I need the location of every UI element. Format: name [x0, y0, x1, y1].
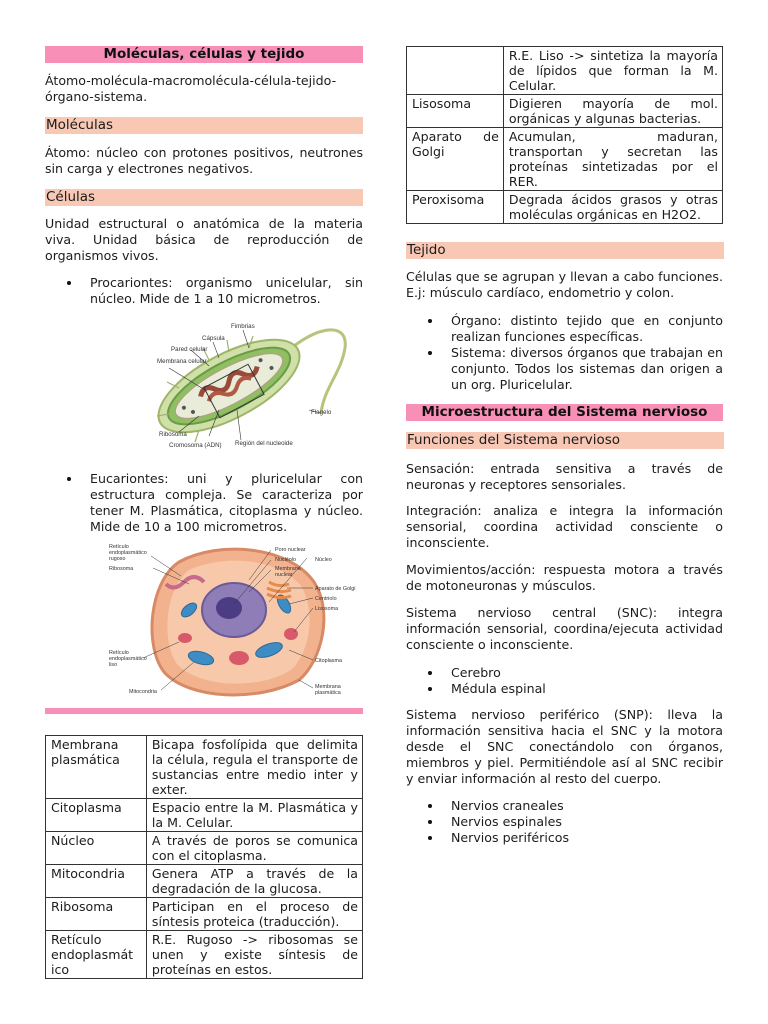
organelle-name: Núcleo: [46, 832, 147, 865]
organelle-function: Genera ATP a través de la degradación de la glucosa.: [146, 865, 362, 898]
label-ribosoma-animal: Ribosoma: [109, 566, 134, 572]
label-flagelo: Flagelo: [311, 409, 332, 416]
organelle-name: Peroxisoma: [407, 191, 504, 224]
prokaryote-cell-diagram: [109, 318, 369, 460]
table-row: [407, 128, 723, 191]
integracion-text: Integración: analiza e integra la información sensorial, coordina actividad consciente o inconsciente.: [406, 503, 723, 550]
organelle-table-left: [45, 735, 363, 979]
label-nucleo: Núcleo: [315, 557, 332, 563]
label-mitocondria: Mitocondria: [129, 689, 157, 695]
eukaryote-cell-diagram: [109, 542, 359, 702]
organelle-name: Membrana plasmática: [46, 736, 147, 799]
table-row: [46, 865, 363, 898]
snp-list: [406, 798, 723, 846]
table-row: [46, 832, 363, 865]
cell-definition: Unidad estructural o anatómica de la materia viva. Unidad básica de reproducción de organismos vivos.: [45, 216, 363, 263]
organelle-function: Degrada ácidos grasos y otras moléculas orgánicas en H2O2.: [503, 191, 722, 224]
organelle-function: R.E. Rugoso -> ribosomas se unen y existe síntesis de proteínas en estos.: [146, 931, 362, 979]
label-membrana-plasmatica: Membrana plasmática: [315, 684, 341, 696]
label-region: Región del nucleoide: [235, 440, 293, 447]
organelle-name: Citoplasma: [46, 799, 147, 832]
tissue-heading: Tejido: [406, 242, 724, 259]
label-fimbrias: Fimbrias: [231, 323, 255, 330]
organelle-function: R.E. Liso -> sintetiza la mayoría de lípidos que forman la M. Celular.: [503, 47, 722, 95]
organelle-name: Ribosoma: [46, 898, 147, 931]
snc-list: [406, 665, 723, 697]
label-citoplasma: Citoplasma: [315, 658, 342, 664]
table-row: [46, 931, 363, 979]
organelle-function: Bicapa fosfolípida que delimita la célula, regula el transporte de sustancias entre medio inter y exter.: [146, 736, 362, 799]
functions-heading: Funciones del Sistema nervioso: [406, 432, 724, 449]
organelle-function: Participan en el proceso de síntesis proteica (traducción).: [146, 898, 362, 931]
organelle-function: Acumulan, maduran, transportan y secretan las proteínas sintetizadas por el RER.: [503, 128, 722, 191]
movimientos-text: Movimientos/acción: respuesta motora a través de motoneuronas y músculos.: [406, 562, 723, 593]
label-capsula: Cápsula: [202, 335, 225, 342]
atom-text: Átomo: núcleo con protones positivos, neutrones sin carga y electrones negativos.: [45, 145, 363, 176]
label-membrana: Membrana celular: [157, 358, 207, 365]
label-poro: Poro nuclear: [275, 547, 306, 553]
organelle-function: Espacio entre la M. Plasmática y la M. Celular.: [146, 799, 362, 832]
list-item: Eucariontes: uni y pluricelular con estructura compleja. Se caracteriza por tener M. Plasmática, citoplasma y núcleo. Mide de 10 a 100 micrometros.: [45, 471, 363, 535]
organelle-name: Aparato de Golgi: [407, 128, 504, 191]
molecules-heading: Moléculas: [45, 117, 363, 134]
microstructure-title: Microestructura del Sistema nervioso: [406, 404, 723, 421]
page-title: Moléculas, células y tejido: [45, 46, 363, 63]
organelle-function: Digieren mayoría de mol. orgánicas y algunas bacterias.: [503, 95, 722, 128]
label-golgi: Aparato de Golgi: [315, 586, 356, 592]
table-row: [46, 898, 363, 931]
table-row: [407, 47, 723, 95]
hierarchy-text: Átomo-molécula-macromolécula-célula-tejido-órgano-sistema.: [45, 73, 337, 104]
label-nucleolo: Nucléolo: [275, 557, 296, 563]
label-centriolo: Centriolo: [315, 596, 337, 602]
table-row: [407, 191, 723, 224]
tissue-list: [406, 313, 723, 393]
list-item: Órgano: distinto tejido que en conjunto realizan funciones específicas.: [406, 313, 723, 345]
list-item: Procariontes: organismo unicelular, sin núcleo. Mide de 1 a 10 micrometros.: [45, 275, 363, 307]
snp-text: Sistema nervioso periférico (SNP): lleva la información sensitiva hacia el SNC y la motora desde el SNC conectándolo con órganos, miembros y piel. Permitiéndole así al SNC recibir y enviar información al resto del cuerpo.: [406, 707, 723, 786]
list-item: Nervios craneales: [406, 798, 723, 814]
organelle-name: [407, 47, 504, 95]
snc-text: Sistema nervioso central (SNC): integra información sensorial, coordina/ejecuta actividad consciente o inconsciente.: [406, 605, 723, 652]
sensacion-text: Sensación: entrada sensitiva a través de neuronas y receptores sensoriales.: [406, 461, 723, 492]
section-divider: [45, 708, 363, 714]
list-item: Sistema: diversos órganos que trabajan en conjunto. Todos los sistemas dan origen a un org. Pluricelular.: [406, 345, 723, 393]
label-lisosoma: Lisosoma: [315, 606, 339, 612]
list-item: Médula espinal: [406, 681, 723, 697]
prokaryote-list: [45, 275, 363, 307]
list-item: Cerebro: [406, 665, 723, 681]
organelle-name: Lisosoma: [407, 95, 504, 128]
list-item: Nervios espinales: [406, 814, 723, 830]
label-pared: Pared celular: [171, 346, 208, 353]
label-membrana-nuclear: Membrana nuclear: [275, 566, 301, 578]
cells-heading: Células: [45, 189, 363, 206]
organelle-table-right: [406, 46, 723, 224]
tissue-text: Células que se agrupan y llevan a cabo funciones. E.j: músculo cardíaco, endometrio y colon.: [406, 269, 723, 300]
table-row: [46, 736, 363, 799]
label-reticulo-liso: Retículo endoplasmático liso: [109, 650, 147, 668]
organelle-name: Retículo endoplasmát ico: [46, 931, 147, 979]
label-ribosoma: Ribosoma: [159, 431, 187, 438]
label-cromosoma: Cromosoma (ADN): [169, 442, 222, 449]
label-reticulo-rugoso: Retículo endoplasmático rugoso: [109, 544, 147, 562]
organelle-name: Mitocondria: [46, 865, 147, 898]
list-item: Nervios periféricos: [406, 830, 723, 846]
eukaryote-list: [45, 471, 363, 535]
organelle-function: A través de poros se comunica con el citoplasma.: [146, 832, 362, 865]
table-row: [46, 799, 363, 832]
table-row: [407, 95, 723, 128]
